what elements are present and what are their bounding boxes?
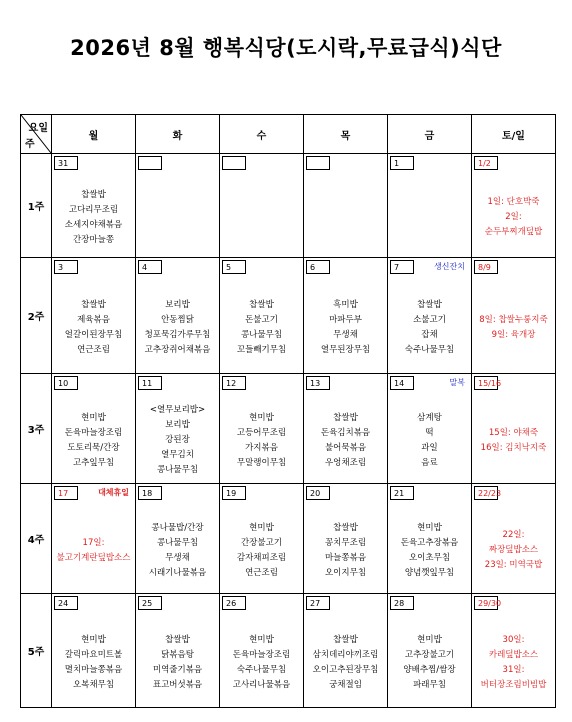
menu-item: 오이고추된장무침 <box>312 664 379 675</box>
menu-item: 소세지야채볶음 <box>64 219 123 230</box>
day-cell <box>388 594 472 708</box>
event-note: 말복 <box>449 378 465 387</box>
menu-items <box>472 288 555 367</box>
date-number: 22/23 <box>474 486 498 500</box>
menu-items <box>136 624 219 701</box>
menu-item: 15일: 야채죽 <box>488 427 539 438</box>
page-title: 2026년 8월 행복식당(도시락,무료급식)식단 <box>70 36 502 60</box>
menu-item: 가지볶음 <box>245 442 278 453</box>
menu-item: 삼계탕 <box>417 412 442 423</box>
menu-item: 양념깻잎무침 <box>404 567 455 578</box>
menu-item: 불고기계란덮밥소스 <box>56 552 131 563</box>
date-number <box>138 156 162 170</box>
menu-item: 고다리무조림 <box>68 204 119 215</box>
menu-item: 얼갈이된장무침 <box>64 329 123 340</box>
menu-item: 궁채절임 <box>329 679 362 690</box>
menu-item: 음료 <box>421 457 438 468</box>
day-cell <box>304 258 388 374</box>
date-number: 12 <box>222 376 246 390</box>
date-number: 1/2 <box>474 156 498 170</box>
menu-items <box>304 514 387 587</box>
week-label: 3주 <box>21 374 52 484</box>
date-number: 13 <box>306 376 330 390</box>
menu-item: 열무김치 <box>161 450 194 460</box>
menu-items <box>220 624 303 701</box>
week-row <box>21 154 556 258</box>
menu-items <box>472 624 555 701</box>
menu-item: 제육볶음 <box>77 314 110 325</box>
corner-week-label: 주 <box>25 139 35 150</box>
menu-item: 무생채 <box>165 552 190 563</box>
menu-item: 감자채피조림 <box>236 552 287 563</box>
menu-item: 콩나물무침 <box>156 465 199 475</box>
menu-item: 불어묵볶음 <box>324 442 367 453</box>
menu-item: 돈육김치볶음 <box>320 427 371 438</box>
date-number: 27 <box>306 596 330 610</box>
menu-item: 현미밥 <box>81 412 106 423</box>
menu-item: 돈육고추장볶음 <box>400 537 459 548</box>
menu-items <box>304 288 387 367</box>
menu-items <box>472 404 555 477</box>
menu-item: 시래기나물볶음 <box>148 567 207 578</box>
menu-item: 미역줄기볶음 <box>152 664 203 675</box>
day-cell <box>52 374 136 484</box>
menu-item: 열무된장무침 <box>320 344 371 355</box>
header-day-mon: 월 <box>52 115 136 154</box>
menu-items <box>136 184 219 251</box>
menu-item: 콩나물무침 <box>156 537 199 548</box>
day-cell <box>136 258 220 374</box>
menu-items <box>220 184 303 251</box>
menu-item: 찹쌀밥 <box>165 634 190 645</box>
date-number <box>306 156 330 170</box>
menu-item: 과일 <box>421 442 438 453</box>
date-number: 24 <box>54 596 78 610</box>
date-number: 6 <box>306 260 330 274</box>
menu-items <box>52 404 135 477</box>
week-row <box>21 374 556 484</box>
menu-item: 현미밥 <box>249 522 274 533</box>
day-cell <box>388 374 472 484</box>
menu-item: 청포묵김가루무침 <box>144 329 211 340</box>
menu-item: 파래무침 <box>413 679 446 690</box>
weeks-body <box>21 154 556 708</box>
menu-item: 삼치데리야끼조림 <box>312 649 379 660</box>
week-label: 4주 <box>21 484 52 594</box>
menu-item: 현미밥 <box>417 634 442 645</box>
date-number: 4 <box>138 260 162 274</box>
date-number: 8/9 <box>474 260 498 274</box>
day-cell <box>472 374 556 484</box>
menu-item: 오이지무침 <box>324 567 367 578</box>
menu-item: 양배추찜/쌈장 <box>403 664 456 675</box>
menu-item: 간장불고기 <box>240 537 283 548</box>
menu-item: 꽁치무조림 <box>324 537 367 548</box>
menu-item: 찹쌀밥 <box>81 299 106 310</box>
week-row <box>21 484 556 594</box>
menu-items <box>52 514 135 587</box>
menu-item: 연근조림 <box>245 567 278 578</box>
menu-item: 찹쌀밥 <box>249 299 274 310</box>
menu-item: 도토리묵/간장 <box>67 442 120 453</box>
menu-items <box>388 184 471 251</box>
menu-item: 멸치마늘쫑볶음 <box>64 664 123 675</box>
menu-item: 간장마늘쫑 <box>72 234 115 245</box>
menu-items <box>388 288 471 367</box>
date-number: 26 <box>222 596 246 610</box>
menu-item: 2일: <box>505 212 522 222</box>
corner-day-label: 요일 <box>28 123 48 134</box>
day-cell <box>52 594 136 708</box>
day-cell <box>136 594 220 708</box>
menu-item: 고추장쥐어채볶음 <box>144 344 211 355</box>
menu-item: 찹쌀밥 <box>333 634 358 645</box>
week-label: 2주 <box>21 258 52 374</box>
date-number: 15/16 <box>474 376 498 390</box>
date-number: 3 <box>54 260 78 274</box>
date-number: 31 <box>54 156 78 170</box>
menu-item: 순두부찌개덮밥 <box>484 227 543 237</box>
menu-items <box>472 184 555 251</box>
date-number: 20 <box>306 486 330 500</box>
menu-items <box>136 404 219 477</box>
menu-item: 17일: <box>82 537 105 548</box>
menu-item: 돈불고기 <box>245 314 278 325</box>
menu-item: 31일: <box>502 664 525 675</box>
day-cell <box>472 484 556 594</box>
menu-item: 마파두부 <box>329 314 362 325</box>
date-number: 17 <box>54 486 78 500</box>
header-day-thu: 목 <box>304 115 388 154</box>
date-number: 14 <box>390 376 414 390</box>
menu-items <box>220 288 303 367</box>
menu-item: 안동찜닭 <box>161 314 194 325</box>
menu-item: 흑미밥 <box>333 299 358 310</box>
menu-item: 찹쌀밥 <box>417 299 442 310</box>
day-cell <box>52 258 136 374</box>
menu-items <box>136 514 219 587</box>
menu-items <box>388 404 471 477</box>
menu-item: 30일: <box>502 634 525 645</box>
day-cell <box>220 154 304 258</box>
day-cell <box>304 594 388 708</box>
menu-item: 떡 <box>425 427 434 438</box>
menu-item: 현미밥 <box>249 634 274 645</box>
week-row <box>21 258 556 374</box>
menu-item: 보리밥 <box>165 299 190 310</box>
day-cell <box>136 154 220 258</box>
menu-item: 숙주나물무침 <box>236 664 287 675</box>
day-cell <box>388 154 472 258</box>
menu-item: 콩나물밥/간장 <box>151 522 204 533</box>
menu-item: 찹쌀밥 <box>81 189 106 200</box>
date-number: 5 <box>222 260 246 274</box>
day-cell <box>304 374 388 484</box>
date-number: 29/30 <box>474 596 498 610</box>
menu-item: 오이초무침 <box>408 552 451 563</box>
menu-item: 고사리나물볶음 <box>232 679 291 690</box>
menu-item: 16일: 김치낙지죽 <box>480 442 547 453</box>
menu-item: 강된장 <box>165 435 190 445</box>
menu-item: <열무보리밥> <box>149 405 206 415</box>
menu-item: 짜장덮밥소스 <box>488 545 539 555</box>
menu-item: 9일: 육개장 <box>491 329 536 340</box>
menu-items <box>388 514 471 587</box>
menu-item: 무생채 <box>333 329 358 340</box>
menu-item: 버터장조림비빔밥 <box>480 679 547 690</box>
menu-item: 꼬들빼기무침 <box>236 344 287 355</box>
menu-item: 소불고기 <box>413 314 446 325</box>
menu-item: 표고버섯볶음 <box>152 679 203 690</box>
menu-item: 콩나물무침 <box>240 329 283 340</box>
day-cell <box>52 484 136 594</box>
menu-items <box>52 184 135 251</box>
menu-item: 22일: <box>502 530 525 540</box>
menu-item: 현미밥 <box>249 412 274 423</box>
day-cell <box>136 374 220 484</box>
day-cell <box>136 484 220 594</box>
header-day-fri: 금 <box>388 115 472 154</box>
header-day-tue: 화 <box>136 115 220 154</box>
menu-item: 23일: 미역국밥 <box>484 560 543 570</box>
menu-items <box>388 624 471 701</box>
event-note: 대체휴일 <box>98 488 129 497</box>
day-cell <box>220 374 304 484</box>
menu-item: 돈육마늘장조림 <box>232 649 291 660</box>
day-cell <box>472 594 556 708</box>
day-cell <box>220 258 304 374</box>
day-cell <box>304 154 388 258</box>
day-cell <box>304 484 388 594</box>
date-number: 18 <box>138 486 162 500</box>
day-cell <box>220 484 304 594</box>
week-label: 1주 <box>21 154 52 258</box>
day-cell <box>52 154 136 258</box>
day-cell <box>388 258 472 374</box>
menu-item: 고추잎무침 <box>72 457 115 468</box>
event-note: 생신잔치 <box>434 262 465 271</box>
menu-item: 오복채무침 <box>72 679 115 690</box>
menu-item: 8일: 찹쌀누룽지죽 <box>479 314 548 325</box>
menu-item: 카레덮밥소스 <box>488 649 539 660</box>
date-number: 19 <box>222 486 246 500</box>
menu-item: 찹쌀밥 <box>333 412 358 423</box>
menu-items <box>304 624 387 701</box>
menu-item: 고추장불고기 <box>404 649 455 660</box>
menu-item: 갈릭마요미트볼 <box>64 649 123 660</box>
menu-items <box>304 404 387 477</box>
day-cell <box>472 258 556 374</box>
menu-items <box>52 624 135 701</box>
header-corner-cell <box>21 115 52 154</box>
menu-items <box>220 404 303 477</box>
header-day-wed: 수 <box>220 115 304 154</box>
menu-items <box>304 184 387 251</box>
menu-table <box>20 114 556 708</box>
menu-item: 우엉채조림 <box>324 457 367 468</box>
date-number: 1 <box>390 156 414 170</box>
date-number: 28 <box>390 596 414 610</box>
header-day-weekend: 토/일 <box>472 115 556 154</box>
day-cell <box>388 484 472 594</box>
date-number: 25 <box>138 596 162 610</box>
menu-items <box>52 288 135 367</box>
menu-item: 숙주나물무침 <box>404 344 455 355</box>
menu-item: 보리밥 <box>165 420 190 430</box>
menu-item: 닭볶음탕 <box>161 649 194 660</box>
week-label: 5주 <box>21 594 52 708</box>
menu-item: 찹쌀밥 <box>333 522 358 533</box>
menu-item: 연근조림 <box>77 344 110 355</box>
date-number: 10 <box>54 376 78 390</box>
day-cell <box>220 594 304 708</box>
menu-item: 돈육마늘장조림 <box>64 427 123 438</box>
week-row <box>21 594 556 708</box>
menu-item: 마늘쫑볶음 <box>324 552 367 563</box>
day-cell <box>472 154 556 258</box>
menu-item: 1일: 단호박죽 <box>487 197 540 207</box>
menu-item: 무말랭이무침 <box>236 457 287 468</box>
menu-item: 현미밥 <box>417 522 442 533</box>
date-number: 21 <box>390 486 414 500</box>
menu-items <box>472 514 555 587</box>
date-number <box>222 156 246 170</box>
menu-item: 현미밥 <box>81 634 106 645</box>
date-number: 11 <box>138 376 162 390</box>
menu-item: 잡채 <box>421 329 438 340</box>
menu-item: 고등어무조림 <box>236 427 287 438</box>
menu-items <box>220 514 303 587</box>
header-row <box>21 115 556 154</box>
date-number: 7 <box>390 260 414 274</box>
menu-items <box>136 288 219 367</box>
